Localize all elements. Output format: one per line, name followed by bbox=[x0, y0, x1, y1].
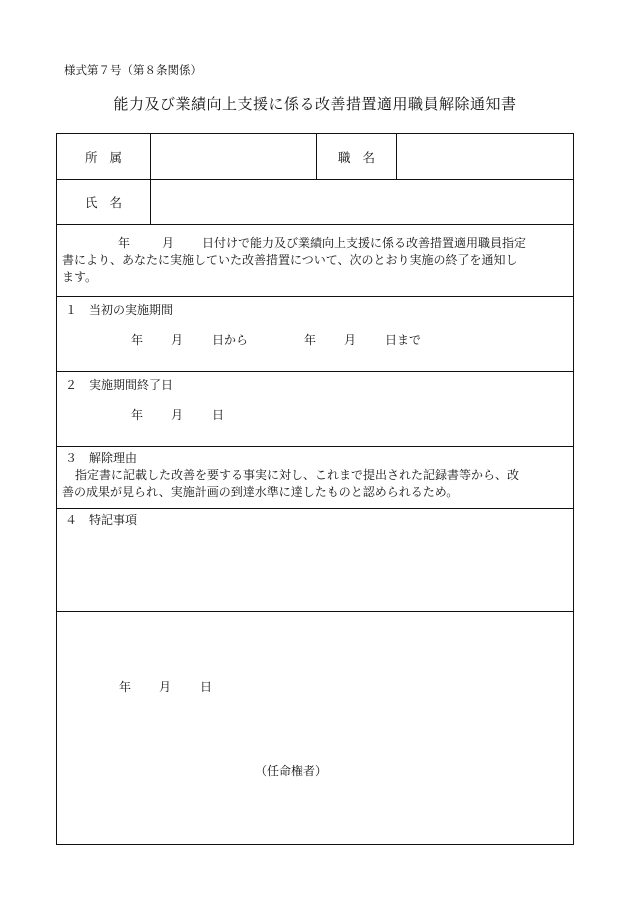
notice-line-2: 書により、あなたに実施していた改善措置について、次のとおり実施の終了を通知し bbox=[62, 253, 518, 267]
notice-year: 年 bbox=[118, 236, 131, 250]
name-label: 氏名 bbox=[57, 180, 151, 224]
issue-year: 年 bbox=[119, 680, 132, 694]
period-end-day: 日まで bbox=[385, 333, 422, 347]
signature-area bbox=[57, 612, 573, 844]
end-date-year: 年 bbox=[131, 408, 144, 422]
notice-row bbox=[57, 225, 573, 297]
issue-month: 月 bbox=[159, 680, 172, 694]
affiliation-row bbox=[57, 134, 573, 180]
period-start-day: 日から bbox=[212, 333, 249, 347]
issue-day: 日 bbox=[200, 680, 213, 694]
period-end-year: 年 bbox=[304, 333, 317, 347]
period-end-month: 月 bbox=[344, 333, 357, 347]
name-field[interactable] bbox=[151, 180, 573, 224]
form-number: 様式第７号（第８条関係） bbox=[64, 63, 202, 77]
section-3-heading: ３ 解除理由 bbox=[65, 451, 138, 465]
appointing-authority: （任命権者） bbox=[255, 764, 328, 778]
name-row bbox=[57, 180, 573, 225]
form-frame bbox=[56, 133, 574, 845]
notice-line-1: 日付けで能力及び業績向上支援に係る改善措置適用職員指定 bbox=[202, 236, 527, 250]
end-date-day: 日 bbox=[212, 408, 225, 422]
period-start-year: 年 bbox=[131, 333, 144, 347]
position-label: 職名 bbox=[317, 134, 397, 179]
reason-line-1: 指定書に記載した改善を要する事実に対し、これまで提出された記録書等から、改 bbox=[75, 468, 520, 482]
affiliation-label: 所属 bbox=[57, 134, 151, 179]
affiliation-field[interactable] bbox=[151, 134, 317, 179]
end-date-month: 月 bbox=[171, 408, 184, 422]
reason-line-2: 善の成果が見られ、実施計画の到達水準に達したものと認められるため。 bbox=[62, 485, 459, 499]
section-remarks bbox=[57, 509, 573, 612]
period-start-month: 月 bbox=[171, 333, 184, 347]
notice-line-3: ます。 bbox=[62, 270, 98, 284]
position-field[interactable] bbox=[397, 134, 573, 179]
section-4-heading: ４ 特記事項 bbox=[65, 513, 138, 527]
section-end-date bbox=[57, 372, 573, 447]
document-title: 能力及び業績向上支援に係る改善措置適用職員解除通知書 bbox=[113, 95, 517, 113]
section-1-heading: １ 当初の実施期間 bbox=[65, 303, 174, 317]
section-initial-period bbox=[57, 297, 573, 372]
section-reason bbox=[57, 447, 573, 509]
section-2-heading: ２ 実施期間終了日 bbox=[65, 378, 174, 392]
notice-month: 月 bbox=[162, 236, 175, 250]
